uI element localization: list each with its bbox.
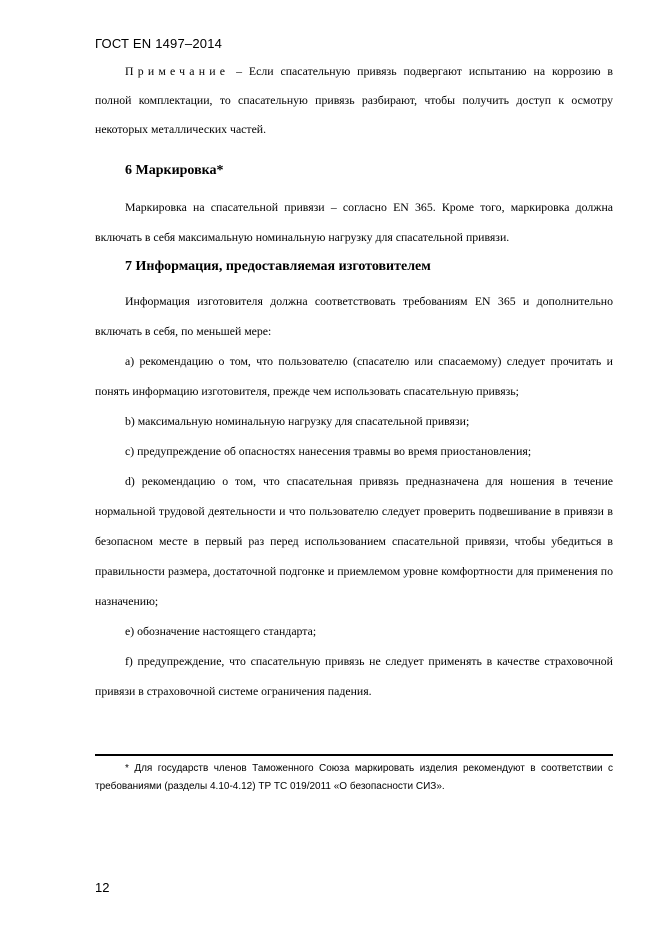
page-header: ГОСТ EN 1497–2014 — [95, 36, 223, 51]
list-item-a: a) рекомендацию о том, что пользователю (спасателю или спасаемому) следует прочитать и понять информацию изготовителя, прежде чем использовать спасательную привязь; — [95, 354, 613, 398]
footnote-divider — [95, 754, 613, 756]
list-item-c: c) предупреждение об опасностях нанесения травмы во время приостановления; — [125, 444, 532, 458]
page-number: 12 — [95, 880, 110, 895]
page-body — [95, 57, 613, 706]
section-6-heading: 6 Маркировка* — [125, 163, 224, 178]
note-label: Примечание — [125, 64, 230, 78]
list-item-f: f) предупреждение, что спасательную привязь не следует применять в качестве страховочной привязи в страховочной системе ограничения падения. — [95, 654, 613, 698]
section-7-intro: Информация изготовителя должна соответствовать требованиям EN 365 и дополнительно включать в себя, по меньшей мере: — [95, 294, 613, 338]
list-item-b: b) максимальную номинальную нагрузку для спасательной привязи; — [125, 414, 470, 428]
note-text: – Если спасательную привязь подвергают испытанию на коррозию в полной комплектации, то спасательную привязь разбирают, чтобы получить доступ к осмотру некоторых металлических частей. — [95, 64, 613, 136]
footnote: * Для государств членов Таможенного Союза маркировать изделия рекомендуют в соответствии с требованиями (разделы 4.10-4.12) ТР ТС 019/2011 «О безопасности СИЗ». — [95, 763, 613, 792]
list-item-d: d) рекомендацию о том, что спасательная привязь предназначена для ношения в течение нормальной трудовой деятельности и что пользователю следует проверить подвешивание в привязи в безопасном месте в первый раз перед использованием спасательной привязи, чтобы убедиться в правильности размера, достаточной подгонке и приемлемом уровне комфортности для применения по назначению; — [95, 474, 613, 608]
list-item-e: e) обозначение настоящего стандарта; — [125, 624, 317, 638]
note-paragraph — [95, 57, 613, 144]
section-6-paragraph: Маркировка на спасательной привязи – согласно EN 365. Кроме того, маркировка должна включать в себя максимальную номинальную нагрузку для спасательной привязи. — [95, 200, 613, 244]
section-7-heading: 7 Информация, предоставляемая изготовителем — [125, 259, 431, 274]
